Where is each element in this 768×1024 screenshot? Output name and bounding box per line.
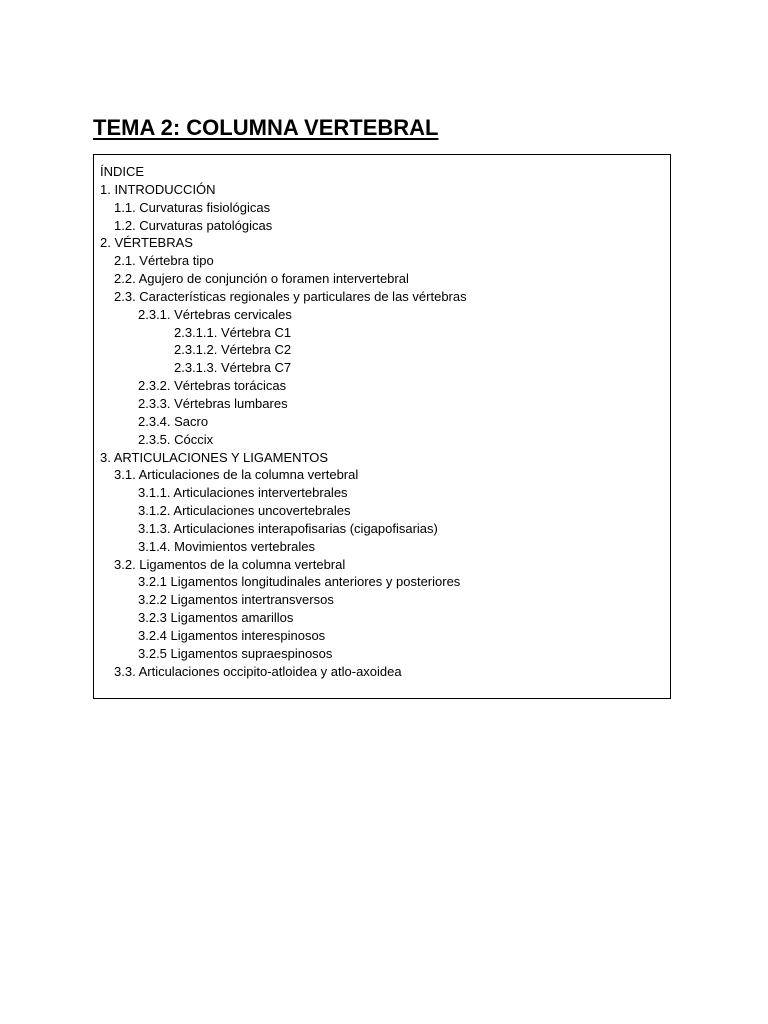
toc-entry: 3.3. Articulaciones occipito-atloidea y atlo-axoidea [114,663,402,679]
toc-entry: 3.1.3. Articulaciones interapofisarias (cigapofisarias) [138,520,438,536]
toc-entry: 2.1. Vértebra tipo [114,253,214,269]
toc-entry: 2.2. Agujero de conjunción o foramen intervertebral [114,271,409,287]
table-of-contents-list [94,163,670,680]
toc-entry: 3.2. Ligamentos de la columna vertebral [114,556,346,572]
toc-entry: 3.1.1. Articulaciones intervertebrales [138,485,348,501]
toc-entry: 3.2.1 Ligamentos longitudinales anteriores y posteriores [138,574,461,590]
toc-entry: 3.2.5 Ligamentos supraespinosos [138,645,333,661]
toc-entry: 2. VÉRTEBRAS [100,235,193,251]
toc-entry: 2.3.5. Cóccix [138,431,214,447]
toc-entry: 1. INTRODUCCIÓN [100,181,216,197]
toc-entry: 3.1.4. Movimientos vertebrales [138,538,316,554]
toc-entry: 2.3.4. Sacro [138,413,209,429]
table-of-contents-box [93,154,671,699]
toc-entry: 2.3.3. Vértebras lumbares [138,395,288,411]
toc-entry: 2.3.1.3. Vértebra C7 [174,360,292,376]
toc-entry: 2.3.1. Vértebras cervicales [138,306,292,322]
toc-entry: 3.1.2. Articulaciones uncovertebrales [138,503,351,519]
toc-entry: 3. ARTICULACIONES Y LIGAMENTOS [100,449,329,465]
page-title: TEMA 2: COLUMNA VERTEBRAL [93,114,439,140]
toc-entry: 2.3.1.2. Vértebra C2 [174,342,292,358]
toc-entry: 3.2.2 Ligamentos intertransversos [138,592,334,608]
toc-entry: 1.2. Curvaturas patológicas [114,217,273,233]
toc-entry: 2.3. Características regionales y particulares de las vértebras [114,288,467,304]
toc-entry: 1.1. Curvaturas fisiológicas [114,199,271,215]
toc-entry: 3.2.4 Ligamentos interespinosos [138,627,326,643]
toc-heading: ÍNDICE [100,164,145,179]
toc-entry: 3.1. Articulaciones de la columna vertebral [114,467,359,483]
toc-entry: 2.3.1.1. Vértebra C1 [174,324,292,340]
toc-entry: 2.3.2. Vértebras torácicas [138,378,287,394]
toc-entry: 3.2.3 Ligamentos amarillos [138,610,294,626]
